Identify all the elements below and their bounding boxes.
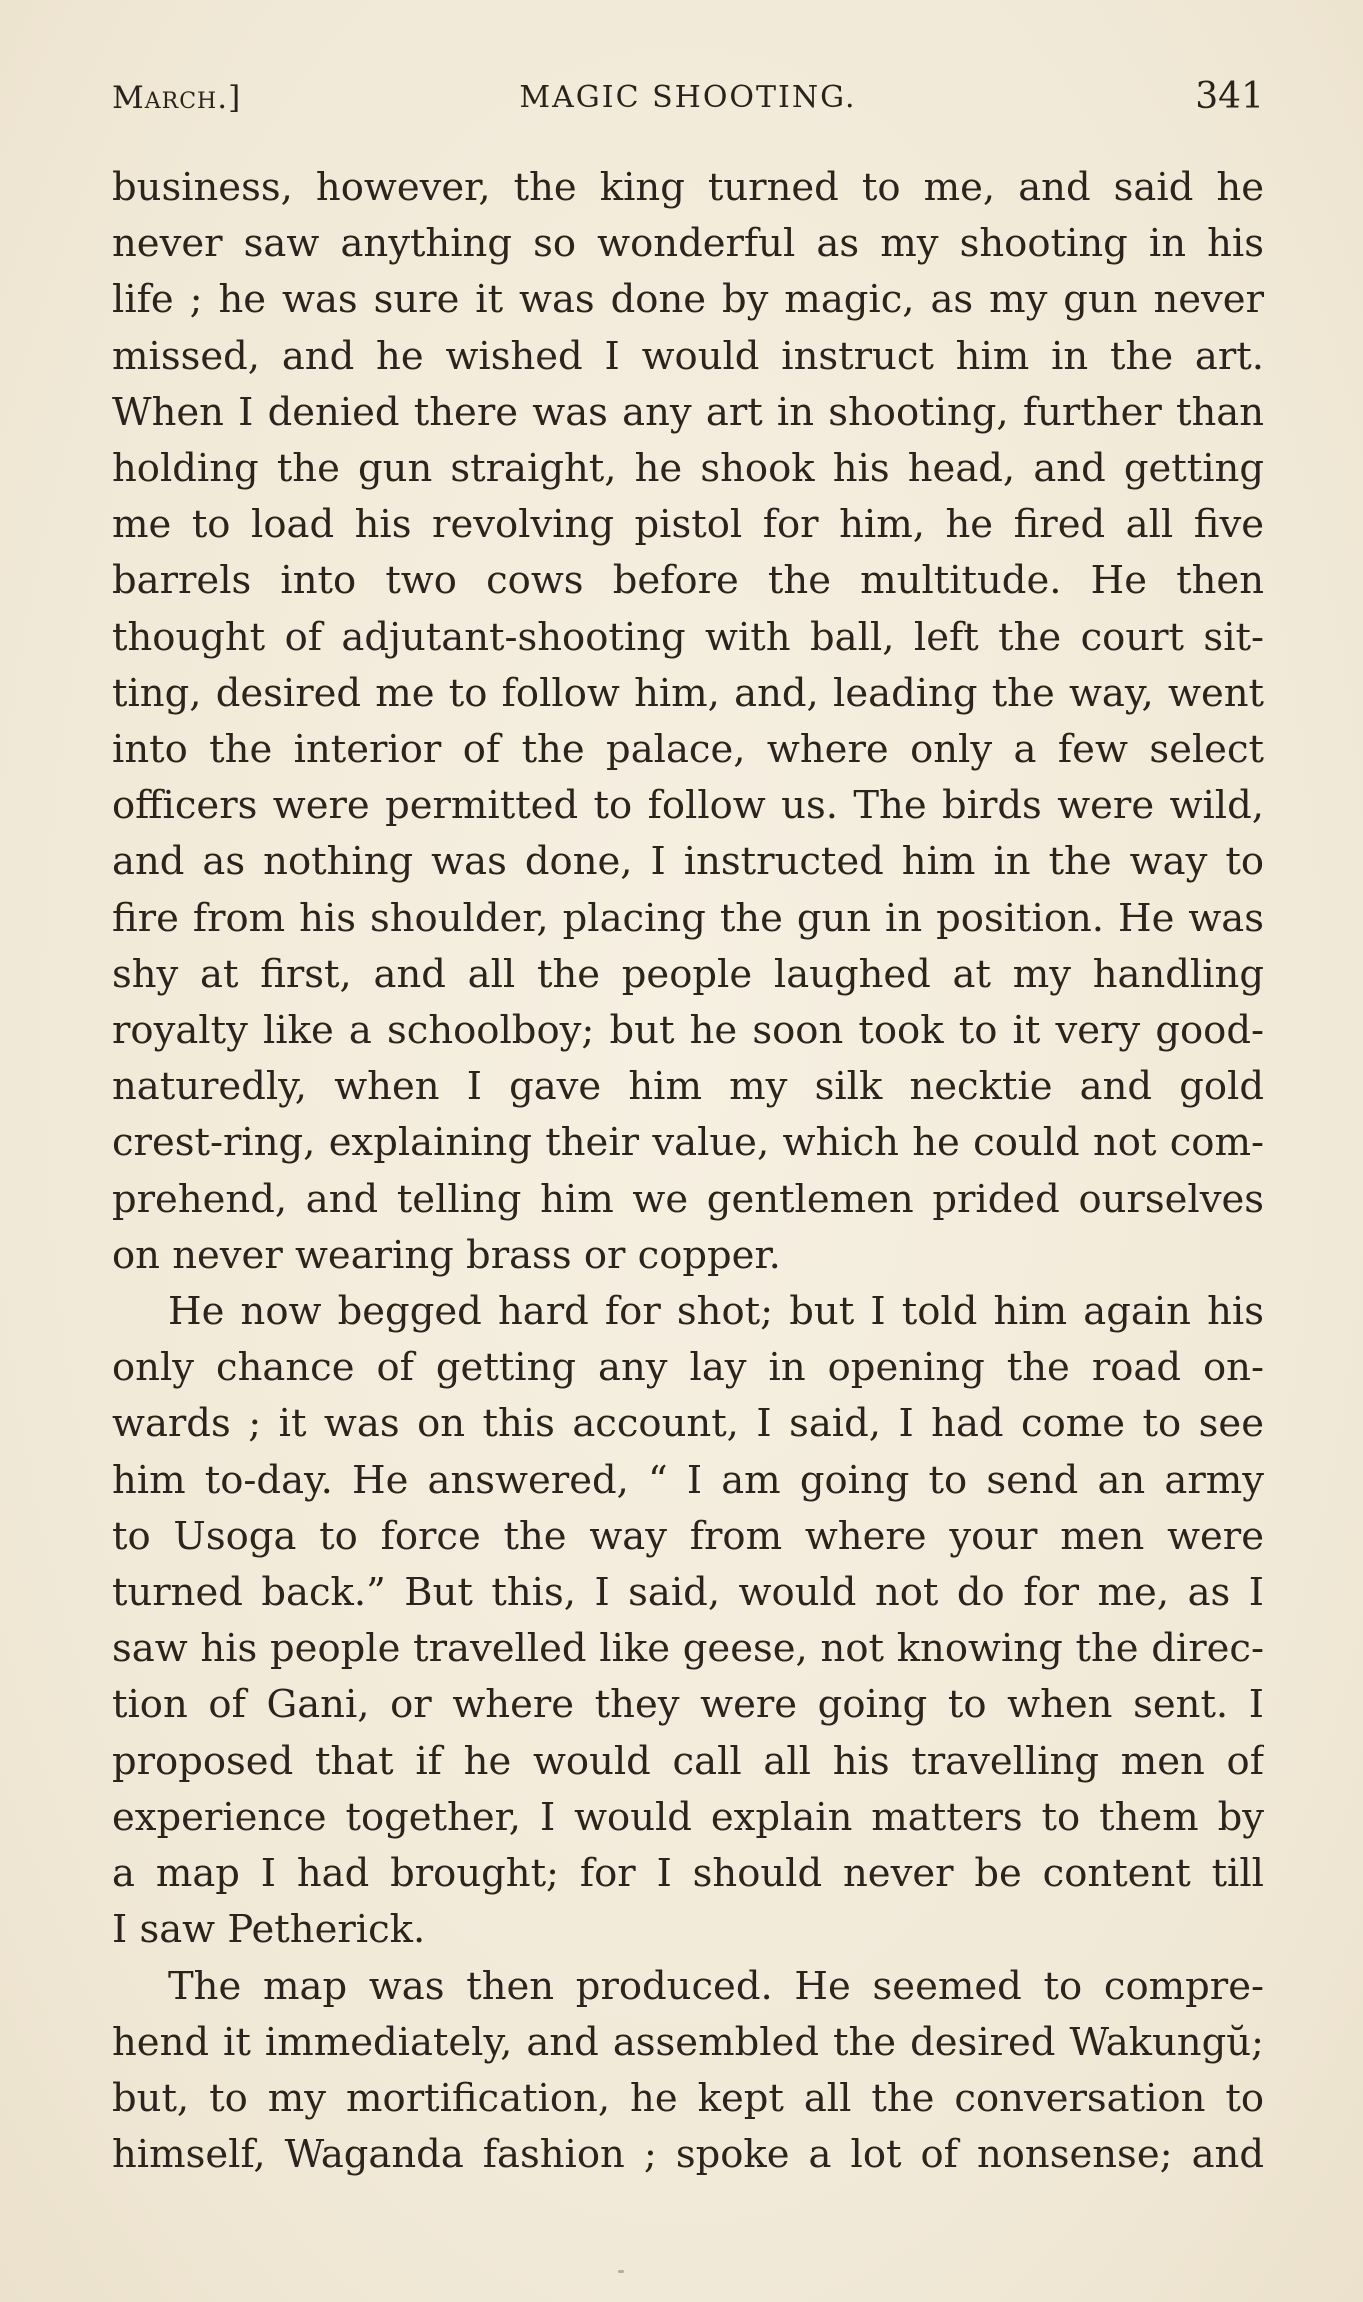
text-line: tion of Gani, or where they were going to when sent. I [112,1682,1264,1728]
text-line: hend it immediately, and assembled the desired Wakungŭ; [112,2019,1264,2065]
page-header [112,74,1264,124]
text-line: ting, desired me to follow him, and, leading the way, went [112,670,1264,716]
text-line: thought of adjutant-shooting with ball, left the court sit- [112,614,1264,660]
paragraph-last-line: I saw Petherick. [112,1907,426,1953]
text-line: a map I had brought; for I should never be content till [112,1851,1264,1897]
text-line: into the interior of the palace, where only a few select [112,727,1264,773]
text-line: prehend, and telling him we gentlemen prided ourselves [112,1176,1264,1222]
text-line: never saw anything so wonderful as my shooting in his [112,221,1264,267]
text-line: fire from his shoulder, placing the gun in position. He was [112,895,1264,941]
paragraph-first-line: He now begged hard for shot; but I told him again his [168,1289,1264,1335]
text-line: only chance of getting any lay in opening the road on- [112,1345,1264,1391]
page-number: 341 [1195,76,1264,117]
running-title: MAGIC SHOOTING. [519,80,857,115]
text-line: royalty like a schoolboy; but he soon took to it very good- [112,1008,1264,1054]
text-line: When I denied there was any art in shooting, further than [112,389,1264,435]
text-line: holding the gun straight, he shook his head, and getting [112,446,1264,492]
text-line: shy at first, and all the people laughed at my handling [112,951,1264,997]
running-head-left: March.] [112,80,242,116]
text-line: business, however, the king turned to me, and said he [112,165,1264,210]
text-line: himself, Waganda fashion ; spoke a lot of nonsense; and [112,2132,1264,2178]
text-line: me to load his revolving pistol for him, he fired all five [112,502,1264,548]
text-line: but, to my mortification, he kept all the conversation to [112,2075,1264,2121]
text-line: him to-day. He answered, “ I am going to send an army [112,1457,1264,1503]
text-line: naturedly, when I gave him my silk necktie and gold [112,1064,1264,1110]
text-line: proposed that if he would call all his travelling men of [112,1738,1264,1784]
body-text [112,160,1264,2183]
paragraph-first-line: The map was then produced. He seemed to compre- [168,1963,1264,2009]
text-line: missed, and he wished I would instruct him in the art. [112,333,1264,379]
text-line: barrels into two cows before the multitude. He then [112,558,1264,604]
text-line: saw his people travelled like geese, not knowing the direc- [112,1626,1264,1672]
text-line: officers were permitted to follow us. The birds were wild, [112,783,1264,829]
paper-speck [618,2270,624,2273]
paragraph-last-line: on never wearing brass or copper. [112,1232,781,1278]
text-line: wards ; it was on this account, I said, I had come to see [112,1401,1264,1447]
text-line: to Usoga to force the way from where your men were [112,1513,1264,1559]
text-line: turned back.” But this, I said, would not do for me, as I [112,1570,1264,1616]
text-line: life ; he was sure it was done by magic, as my gun never [112,277,1264,323]
text-line: and as nothing was done, I instructed him in the way to [112,839,1264,885]
text-line: crest-ring, explaining their value, which he could not com- [112,1120,1264,1166]
text-line: experience together, I would explain matters to them by [112,1794,1264,1840]
